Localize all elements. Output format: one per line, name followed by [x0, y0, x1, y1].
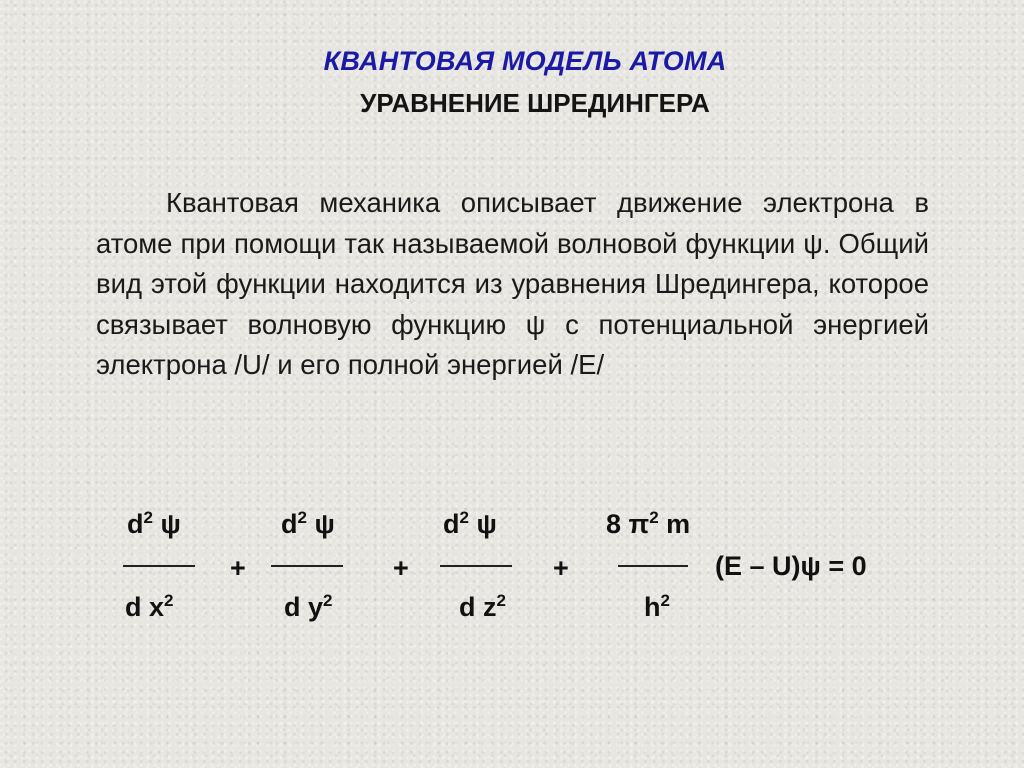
- term1-numerator: $d^2$ ψ: [127, 508, 181, 539]
- plus-sign-1: +: [230, 553, 246, 583]
- term1-fraction-bar: [123, 565, 195, 567]
- term4-denominator: $h^2$: [644, 591, 670, 622]
- term3-denominator: d $z^2$: [459, 591, 506, 622]
- term2-fraction-bar: [271, 565, 343, 567]
- slide-title: КВАНТОВАЯ МОДЕЛЬ АТОМА: [323, 46, 727, 76]
- term2-numerator: $d^2$ ψ: [281, 508, 335, 539]
- term3-numerator: $d^2$ ψ: [443, 508, 497, 539]
- plus-sign-3: +: [553, 553, 569, 583]
- term1-denominator: d $x^2$: [125, 591, 174, 622]
- plus-sign-2: +: [393, 553, 409, 583]
- equation-rhs: (E – U)ψ = 0: [715, 551, 867, 581]
- body-paragraph: Квантовая механика описывает движение электрона в атоме при помощи так называемой волновой функции ψ. Общий вид этой функции находится из уравнения Шредингера, которое связывает волновую функцию ψ с потенциальной энергией электрона /U/ и его полной энергией /E/: [96, 187, 929, 380]
- term2-denominator: d $y^2$: [284, 591, 333, 622]
- term4-numerator: 8 $\pi^2$ m: [606, 508, 691, 539]
- term3-fraction-bar: [440, 565, 512, 567]
- term4-fraction-bar: [618, 565, 688, 567]
- slide-subtitle: УРАВНЕНИЕ ШРЕДИНГЕРА: [360, 88, 710, 118]
